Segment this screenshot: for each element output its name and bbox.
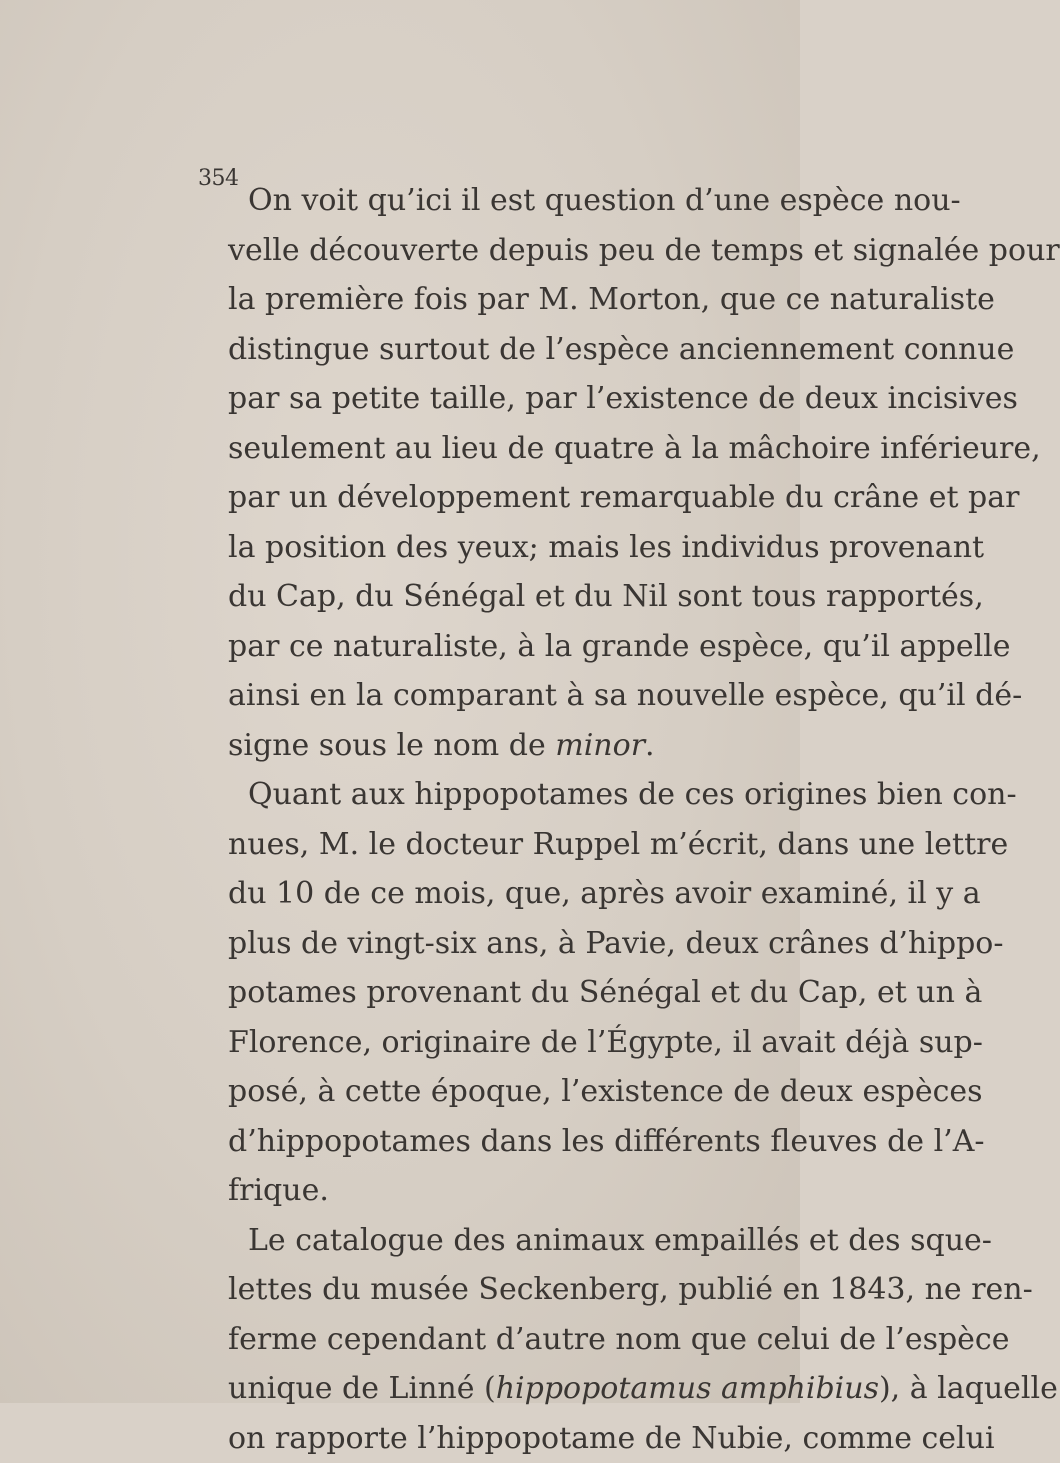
text-fragment: . <box>645 728 655 763</box>
text-line: Le catalogue des animaux empaillés et des sque- <box>228 1216 778 1266</box>
page-text <box>228 176 778 1463</box>
text-line: plus de vingt-six ans, à Pavie, deux crânes d’hippo- <box>228 919 778 969</box>
text-line: ferme cependant d’autre nom que celui de l’espèce <box>228 1315 778 1365</box>
text-line: velle découverte depuis peu de temps et signalée pour <box>228 226 778 276</box>
paragraph-1 <box>228 176 778 770</box>
text-line: du 10 de ce mois, que, après avoir examiné, il y a <box>228 869 778 919</box>
text-line: Quant aux hippopotames de ces origines bien con- <box>228 770 778 820</box>
text-line: la position des yeux; mais les individus provenant <box>228 523 778 573</box>
text-line: seulement au lieu de quatre à la mâchoire inférieure, <box>228 424 778 474</box>
paragraph-3 <box>228 1216 778 1463</box>
text-line: potames provenant du Sénégal et du Cap, et un à <box>228 968 778 1018</box>
text-line: du Cap, du Sénégal et du Nil sont tous rapportés, <box>228 572 778 622</box>
text-line: posé, à cette époque, l’existence de deux espèces <box>228 1067 778 1117</box>
text-line <box>228 721 778 771</box>
text-line <box>228 1364 778 1414</box>
text-line: par un développement remarquable du crâne et par <box>228 473 778 523</box>
text-line: par sa petite taille, par l’existence de deux incisives <box>228 374 778 424</box>
text-fragment: unique de Linné ( <box>228 1371 496 1406</box>
paragraph-2 <box>228 770 778 1216</box>
text-line: la première fois par M. Morton, que ce naturaliste <box>228 275 778 325</box>
text-line: ainsi en la comparant à sa nouvelle espèce, qu’il dé- <box>228 671 778 721</box>
text-line: d’hippopotames dans les différents fleuves de l’A- <box>228 1117 778 1167</box>
italic-species-name: hippopotamus amphibius <box>496 1371 879 1406</box>
text-line: Florence, originaire de l’Égypte, il avait déjà sup- <box>228 1018 778 1068</box>
text-line: nues, M. le docteur Ruppel m’écrit, dans une lettre <box>228 820 778 870</box>
text-line: On voit qu’ici il est question d’une espèce nou- <box>228 176 778 226</box>
text-line: frique. <box>228 1166 778 1216</box>
text-fragment: ), à laquelle <box>879 1371 1058 1406</box>
italic-term: minor <box>555 728 645 763</box>
page-number: 354 <box>198 166 239 192</box>
text-line: lettes du musée Seckenberg, publié en 1843, ne ren- <box>228 1265 778 1315</box>
text-line: par ce naturaliste, à la grande espèce, qu’il appelle <box>228 622 778 672</box>
text-line: on rapporte l’hippopotame de Nubie, comme celui <box>228 1414 778 1463</box>
text-line: distingue surtout de l’espèce anciennement connue <box>228 325 778 375</box>
text-fragment: signe sous le nom de <box>228 728 555 763</box>
